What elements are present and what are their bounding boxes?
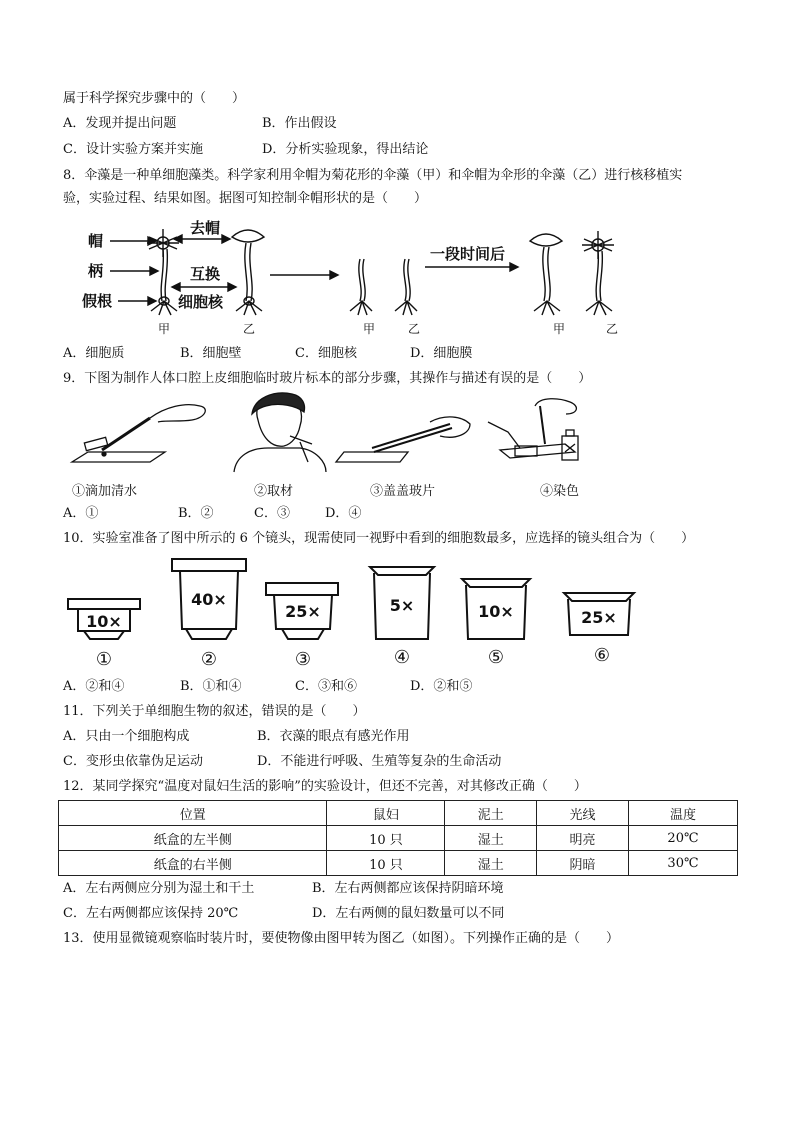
- table-cell: 20℃: [628, 826, 737, 851]
- dropper-step-illustration: [72, 405, 205, 462]
- coverslip-step-illustration: [336, 417, 470, 462]
- lenses-figure: [0, 555, 794, 670]
- q11-option-a: A．只由一个细胞构成: [63, 729, 190, 744]
- q12-option-b: B．左右两侧都应该保持阴暗环境: [312, 881, 504, 896]
- q11-option-b: B．衣藻的眼点有感光作用: [257, 729, 410, 744]
- label-cap: 帽: [88, 232, 104, 250]
- q9-caption-2: ②取材: [254, 484, 294, 499]
- table-cell: 纸盒的左半侧: [59, 826, 327, 851]
- q10-option-b: B．①和④: [180, 679, 242, 694]
- q8-option-a: A．细胞质: [63, 346, 125, 361]
- label-jia-1: 甲: [158, 322, 171, 336]
- q10-option-c: C．③和⑥: [295, 679, 357, 694]
- table-cell: 10 只: [327, 826, 445, 851]
- label-stalk: 柄: [88, 262, 104, 280]
- label-rhizoid: 假根: [82, 292, 113, 310]
- q11-option-d: D．不能进行呼吸、生殖等复杂的生命活动: [257, 754, 502, 769]
- lens-1-number: ①: [95, 649, 113, 670]
- q7-option-c: C．设计实验方案并实施: [63, 142, 203, 157]
- q10-stem: 10．实验室准备了图中所示的 6 个镜头，现需使同一视野中看到的细胞数最多，应选择的镜头组合为（ ）: [63, 531, 695, 546]
- lens-5-number: ⑤: [487, 647, 505, 668]
- q9-caption-1: ①滴加清水: [72, 484, 138, 499]
- table-cell: 30℃: [628, 851, 737, 876]
- q8-option-b: B．细胞壁: [180, 346, 242, 361]
- table-cell: 纸盒的右半侧: [59, 851, 327, 876]
- table-header: 泥土: [445, 801, 537, 826]
- q8-stem-line1: 8．伞藻是一种单细胞藻类。科学家利用伞帽为菊花形的伞藻（甲）和伞帽为伞形的伞藻（乙）进行核移植实: [63, 168, 683, 183]
- lens-4-number: ④: [393, 647, 411, 668]
- staining-step-illustration: [488, 399, 578, 460]
- table-header: 鼠妇: [327, 801, 445, 826]
- lens-6-mag: 25×: [581, 608, 617, 627]
- q9-stem: 9．下图为制作人体口腔上皮细胞临时玻片标本的部分步骤，其操作与描述有误的是（ ）: [63, 371, 592, 386]
- label-yi-2: 乙: [408, 322, 421, 336]
- lens-6-number: ⑥: [593, 645, 611, 666]
- q11-stem: 11．下列关于单细胞生物的叙述，错误的是（ ）: [63, 704, 366, 719]
- q11-option-c: C．变形虫依靠伪足运动: [63, 754, 203, 769]
- table-header: 光线: [537, 801, 629, 826]
- q8-option-c: C．细胞核: [295, 346, 357, 361]
- label-remove-cap: 去帽: [190, 219, 221, 237]
- table-cell: 10 只: [327, 851, 445, 876]
- person-sampling-illustration: [234, 393, 326, 472]
- table-cell: 阴暗: [537, 851, 629, 876]
- q12-option-d: D．左右两侧的鼠妇数量可以不同: [312, 906, 505, 921]
- q7-option-d: D．分析实验现象，得出结论: [262, 142, 429, 157]
- label-nucleus: 细胞核: [178, 293, 224, 311]
- q9-option-d: D．④: [325, 506, 362, 521]
- q9-option-c: C．③: [254, 506, 290, 521]
- label-swap: 互换: [190, 265, 221, 283]
- label-yi-1: 乙: [243, 322, 256, 336]
- table-header: 温度: [628, 801, 737, 826]
- lens-2-number: ②: [200, 649, 218, 670]
- q12-stem: 12．某同学探究“温度对鼠妇生活的影响”的实验设计，但还不完善，对其修改正确（ ）: [63, 779, 587, 794]
- lens-3-mag: 25×: [285, 602, 321, 621]
- label-jia-3: 甲: [553, 322, 566, 336]
- q10-option-a: A．②和④: [63, 679, 125, 694]
- q8-option-d: D．细胞膜: [410, 346, 473, 361]
- q12-option-a: A．左右两侧应分别为湿土和干土: [63, 881, 255, 896]
- q12-option-c: C．左右两侧都应该保持 20℃: [63, 906, 239, 921]
- q9-option-a: A．①: [63, 506, 99, 521]
- lens-5-mag: 10×: [478, 602, 514, 621]
- label-after: 一段时间后: [430, 245, 506, 263]
- q10-option-d: D．②和⑤: [410, 679, 473, 694]
- q8-stem-line2: 验，实验过程、结果如图。据图可知控制伞帽形状的是（ ）: [63, 191, 428, 206]
- q7-option-b: B．作出假设: [262, 116, 337, 131]
- slide-steps-figure: [0, 392, 794, 474]
- q7-option-a: A．发现并提出问题: [63, 116, 177, 131]
- lens-3-number: ③: [294, 649, 312, 670]
- lens-1-mag: 10×: [86, 612, 122, 631]
- table-row: [59, 851, 738, 876]
- q13-stem: 13．使用显微镜观察临时装片时，要使物像由图甲转为图乙（如图）。下列操作正确的是（ ）: [63, 931, 620, 946]
- label-yi-3: 乙: [606, 322, 619, 336]
- table-header: 位置: [59, 801, 327, 826]
- lens-2-mag: 40×: [191, 590, 227, 609]
- table-cell: 明亮: [537, 826, 629, 851]
- table-row: [59, 826, 738, 851]
- q9-caption-4: ④染色: [540, 484, 580, 499]
- q9-option-b: B．②: [178, 506, 214, 521]
- lens-4-mag: 5×: [389, 596, 415, 615]
- experiment-table: [58, 800, 738, 876]
- table-cell: 湿土: [445, 851, 537, 876]
- q7-stem: 属于科学探究步骤中的（ ）: [63, 91, 246, 106]
- umbrella-algae-figure: [0, 215, 794, 355]
- table-cell: 湿土: [445, 826, 537, 851]
- label-jia-2: 甲: [363, 322, 376, 336]
- table-header-row: [59, 801, 738, 826]
- q9-caption-3: ③盖盖玻片: [370, 484, 436, 499]
